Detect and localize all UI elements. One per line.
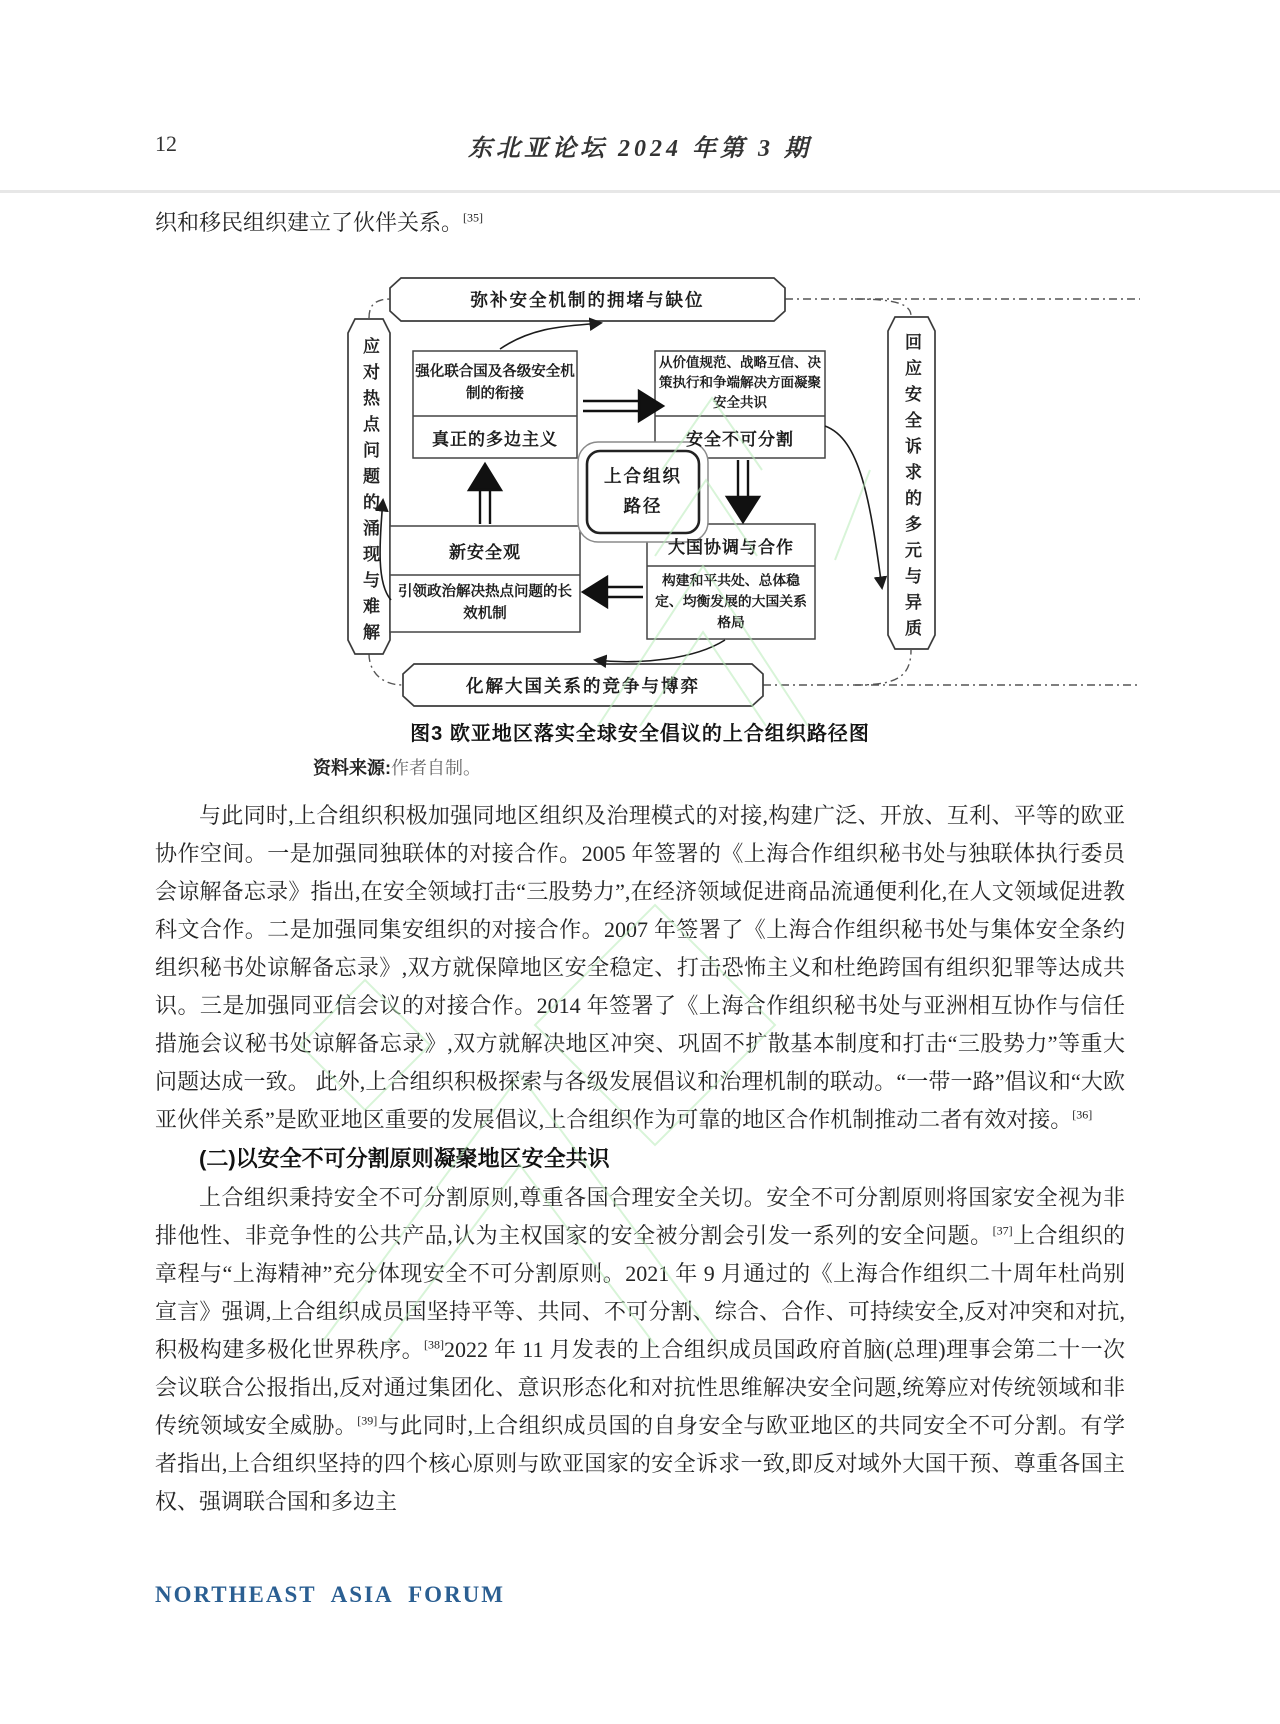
center-node-line1: 上合组织 <box>604 466 682 487</box>
node-bl-desc: 引领政治解决热点问题的长效机制 <box>398 583 572 622</box>
journal-footer: NORTHEAST ASIA FORUM <box>155 1582 505 1607</box>
center-node-line2: 路径 <box>623 496 663 516</box>
node-br-desc: 构建和平共处、总体稳定、均衡发展的大国关系格局 <box>655 573 807 630</box>
page-header <box>0 0 1280 193</box>
paragraph-2: 上合组织秉持安全不可分割原则,尊重各国合理安全关切。安全不可分割原则将国家安全视为非排他性、非竞争性的公共产品,认为主权国家的安全被分割会引发一系列的安全问题。[37]上合组织的章程与“上海精神”充分体现安全不可分割原则。2021 年 9 月通过的《上海合作组织二十周年杜尚别宣言》强调,上合组织成员国坚持平等、共同、不可分割、综合、合作、可持续安全,反对冲突和对抗,积极构建多极化世界秩序。[38]2022 年 11 月发表的上合组织成员国政府首脑(总理)理事会第二十一次会议联合公报指出,反对通过集团化、意识形态化和对抗性思维解决安全问题,统筹应对传统领域和非传统领域安全威胁。[39]与此同时,上合组织成员国的自身安全与欧亚地区的共同安全不可分割。有学者指出,上合组织坚持的四个核心原则与欧亚国家的安全诉求一致,即反对域外大国干预、尊重各国主权、强调联合国和多边主 <box>155 1185 1125 1514</box>
page-number: 12 <box>155 131 177 156</box>
node-br-label: 大国协调与合作 <box>668 537 794 557</box>
node-tl-desc: 强化联合国及各级安全机制的衔接 <box>415 363 575 402</box>
figure-caption: 图3 欧亚地区落实全球安全倡议的上合组织路径图 <box>410 723 870 745</box>
paragraph-1: 与此同时,上合组织积极加强同地区组织及治理模式的对接,构建广泛、开放、互利、平等的欧亚协作空间。一是加强同独联体的对接合作。2005 年签署的《上海合作组织秘书处与独联体执行委员会谅解备忘录》指出,在安全领域打击“三股势力”,在经济领域促进商品流通便利化,在人文领域促进教科文合作。二是加强同集安组织的对接合作。2007 年签署了《上海合作组织秘书处与集体安全条约组织秘书处谅解备忘录》,双方就保障地区安全稳定、打击恐怖主义和杜绝跨国有组织犯罪等达成共识。三是加强同亚信会议的对接合作。2014 年签署了《上海合作组织秘书处与亚洲相互协作与信任措施会议秘书处谅解备忘录》,双方就解决地区冲突、巩固不扩散基本制度和打击“三股势力”等重大问题达成一致。 此外,上合组织积极探索与各级发展倡议和治理机制的联动。“一带一路”倡议和“大欧亚伙伴关系”是欧亚地区重要的发展倡议,上合组织作为可靠的地区合作机制推动二者有效对接。[36] <box>155 803 1125 1132</box>
page-body <box>155 204 1125 1521</box>
figure-source-label: 资料来源: <box>313 758 391 778</box>
figure-source-text: 作者自制。 <box>391 758 481 778</box>
figure-source <box>313 753 1125 783</box>
section-heading: (二)以安全不可分割原则凝聚地区安全共识 <box>199 1146 610 1171</box>
center-node-label <box>587 451 699 533</box>
node-bl-label: 新安全观 <box>449 543 521 562</box>
right-banner-label: 回应安全诉求的多元与异质 <box>902 333 921 645</box>
node-tl-label: 真正的多边主义 <box>432 429 558 449</box>
diagram-shapes <box>295 254 1145 709</box>
journal-title: 东北亚论坛 2024 年第 3 期 <box>468 136 812 162</box>
node-tr-desc: 从价值规范、战略互信、决策执行和争端解决方面凝聚安全共识 <box>659 354 821 411</box>
node-tr-label: 安全不可分割 <box>686 429 794 449</box>
left-banner-label: 应对热点问题的涌现与难解 <box>360 336 379 649</box>
bottom-banner-label: 化解大国关系的竞争与博弈 <box>466 675 700 696</box>
lead-paragraph: 织和移民组织建立了伙伴关系。[35] <box>155 210 484 235</box>
figure3-diagram <box>295 254 1145 709</box>
top-banner-label: 弥补安全机制的拥堵与缺位 <box>470 290 705 310</box>
